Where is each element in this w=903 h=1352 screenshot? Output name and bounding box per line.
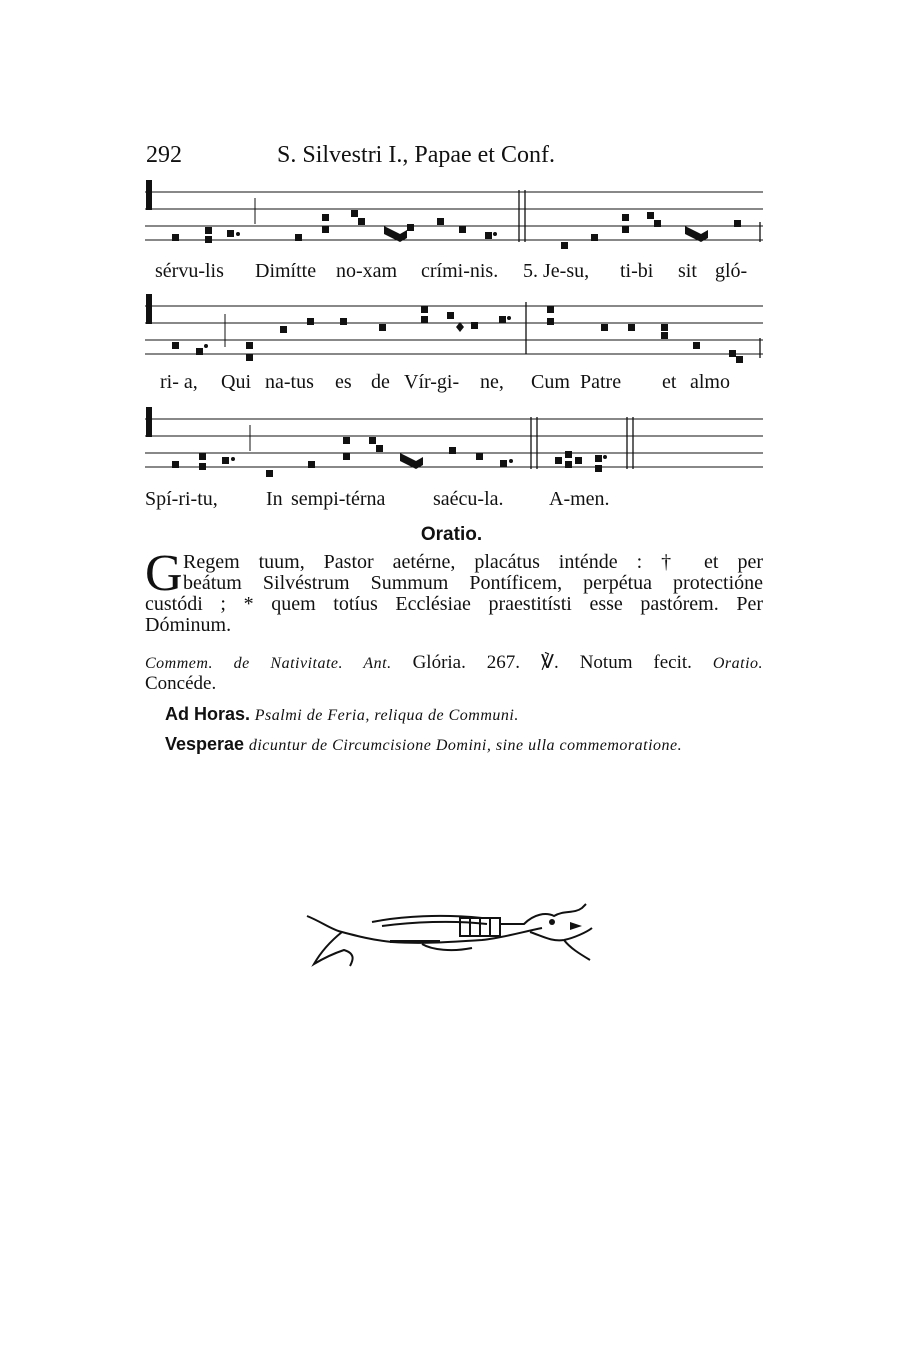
syllable: In — [266, 488, 283, 510]
syllable: sit — [678, 260, 697, 282]
commemoration-rubric — [145, 652, 763, 694]
syllable: Dimítte — [255, 260, 317, 282]
dragon-tailpiece-ornament — [302, 902, 602, 972]
oratio-line: beátum Silvéstrum Summum Pontíficem, perpétua protectióne — [183, 572, 763, 594]
running-title: S. Silvestri I., Papae et Conf. — [277, 142, 555, 168]
oratio-heading: Oratio. — [420, 524, 483, 545]
syllable: almo — [690, 371, 730, 393]
syllable: es — [335, 371, 352, 393]
chant-staff-2 — [145, 292, 765, 364]
vesperae-rubric — [165, 734, 783, 756]
syllable: A-men. — [549, 488, 610, 510]
oratio-line: Regem tuum, Pastor aetérne, placátus inténde : † et per — [183, 551, 763, 573]
chant-staff-3 — [145, 405, 765, 477]
syllable: Cum — [531, 371, 570, 393]
syllable: ne, — [480, 371, 504, 393]
oratio-text — [145, 545, 763, 636]
rubric-text: Glória. 267. — [412, 652, 521, 673]
syllable: no-xam — [336, 260, 398, 282]
syllable: ti-bi — [620, 260, 654, 282]
ad-horas-rubric — [165, 704, 783, 726]
rubric-text: Notum fecit. — [579, 652, 692, 673]
drop-cap-initial: G — [145, 545, 183, 602]
page-number: 292 — [146, 142, 182, 168]
vesperae-text: dicuntur de Circumcisione Domini, sine ulla commemoratione. — [248, 737, 683, 754]
vesperae-label: Vesperae — [165, 734, 245, 754]
rubric-text: Concéde. — [145, 673, 217, 694]
syllable: gló- — [715, 260, 748, 282]
syllable: et — [662, 371, 677, 393]
ad-horas-label: Ad Horas. — [165, 704, 251, 724]
versicle-symbol: ℣. — [541, 652, 559, 673]
syllable: crími-nis. — [421, 260, 499, 282]
rubric-italic: Commem. de Nativitate. Ant. — [145, 655, 392, 672]
chant-lyrics-3 — [145, 488, 770, 516]
syllable: ri- a, — [160, 371, 198, 393]
rubric-italic: Oratio. — [712, 655, 764, 672]
syllable: Patre — [580, 371, 622, 393]
syllable: sempi-térna — [291, 488, 386, 510]
oratio-line: Dóminum. — [145, 614, 232, 636]
syllable: 5. Je-su, — [523, 260, 590, 282]
syllable: Vír-gi- — [404, 371, 460, 393]
oratio-line: custódi ; * quem totíus Ecclésiae praestitísti esse pastórem. Per — [145, 593, 763, 615]
syllable: Spí-ri-tu, — [145, 488, 218, 510]
chant-staff-1 — [145, 178, 765, 250]
chant-lyrics-1 — [145, 260, 770, 288]
syllable: de — [371, 371, 390, 393]
syllable: sérvu-lis — [155, 260, 224, 282]
syllable: Qui — [221, 371, 251, 393]
ad-horas-text: Psalmi de Feria, reliqua de Communi. — [254, 707, 519, 724]
chant-lyrics-2 — [145, 371, 770, 399]
syllable: saécu-la. — [433, 488, 504, 510]
syllable: na-tus — [265, 371, 314, 393]
